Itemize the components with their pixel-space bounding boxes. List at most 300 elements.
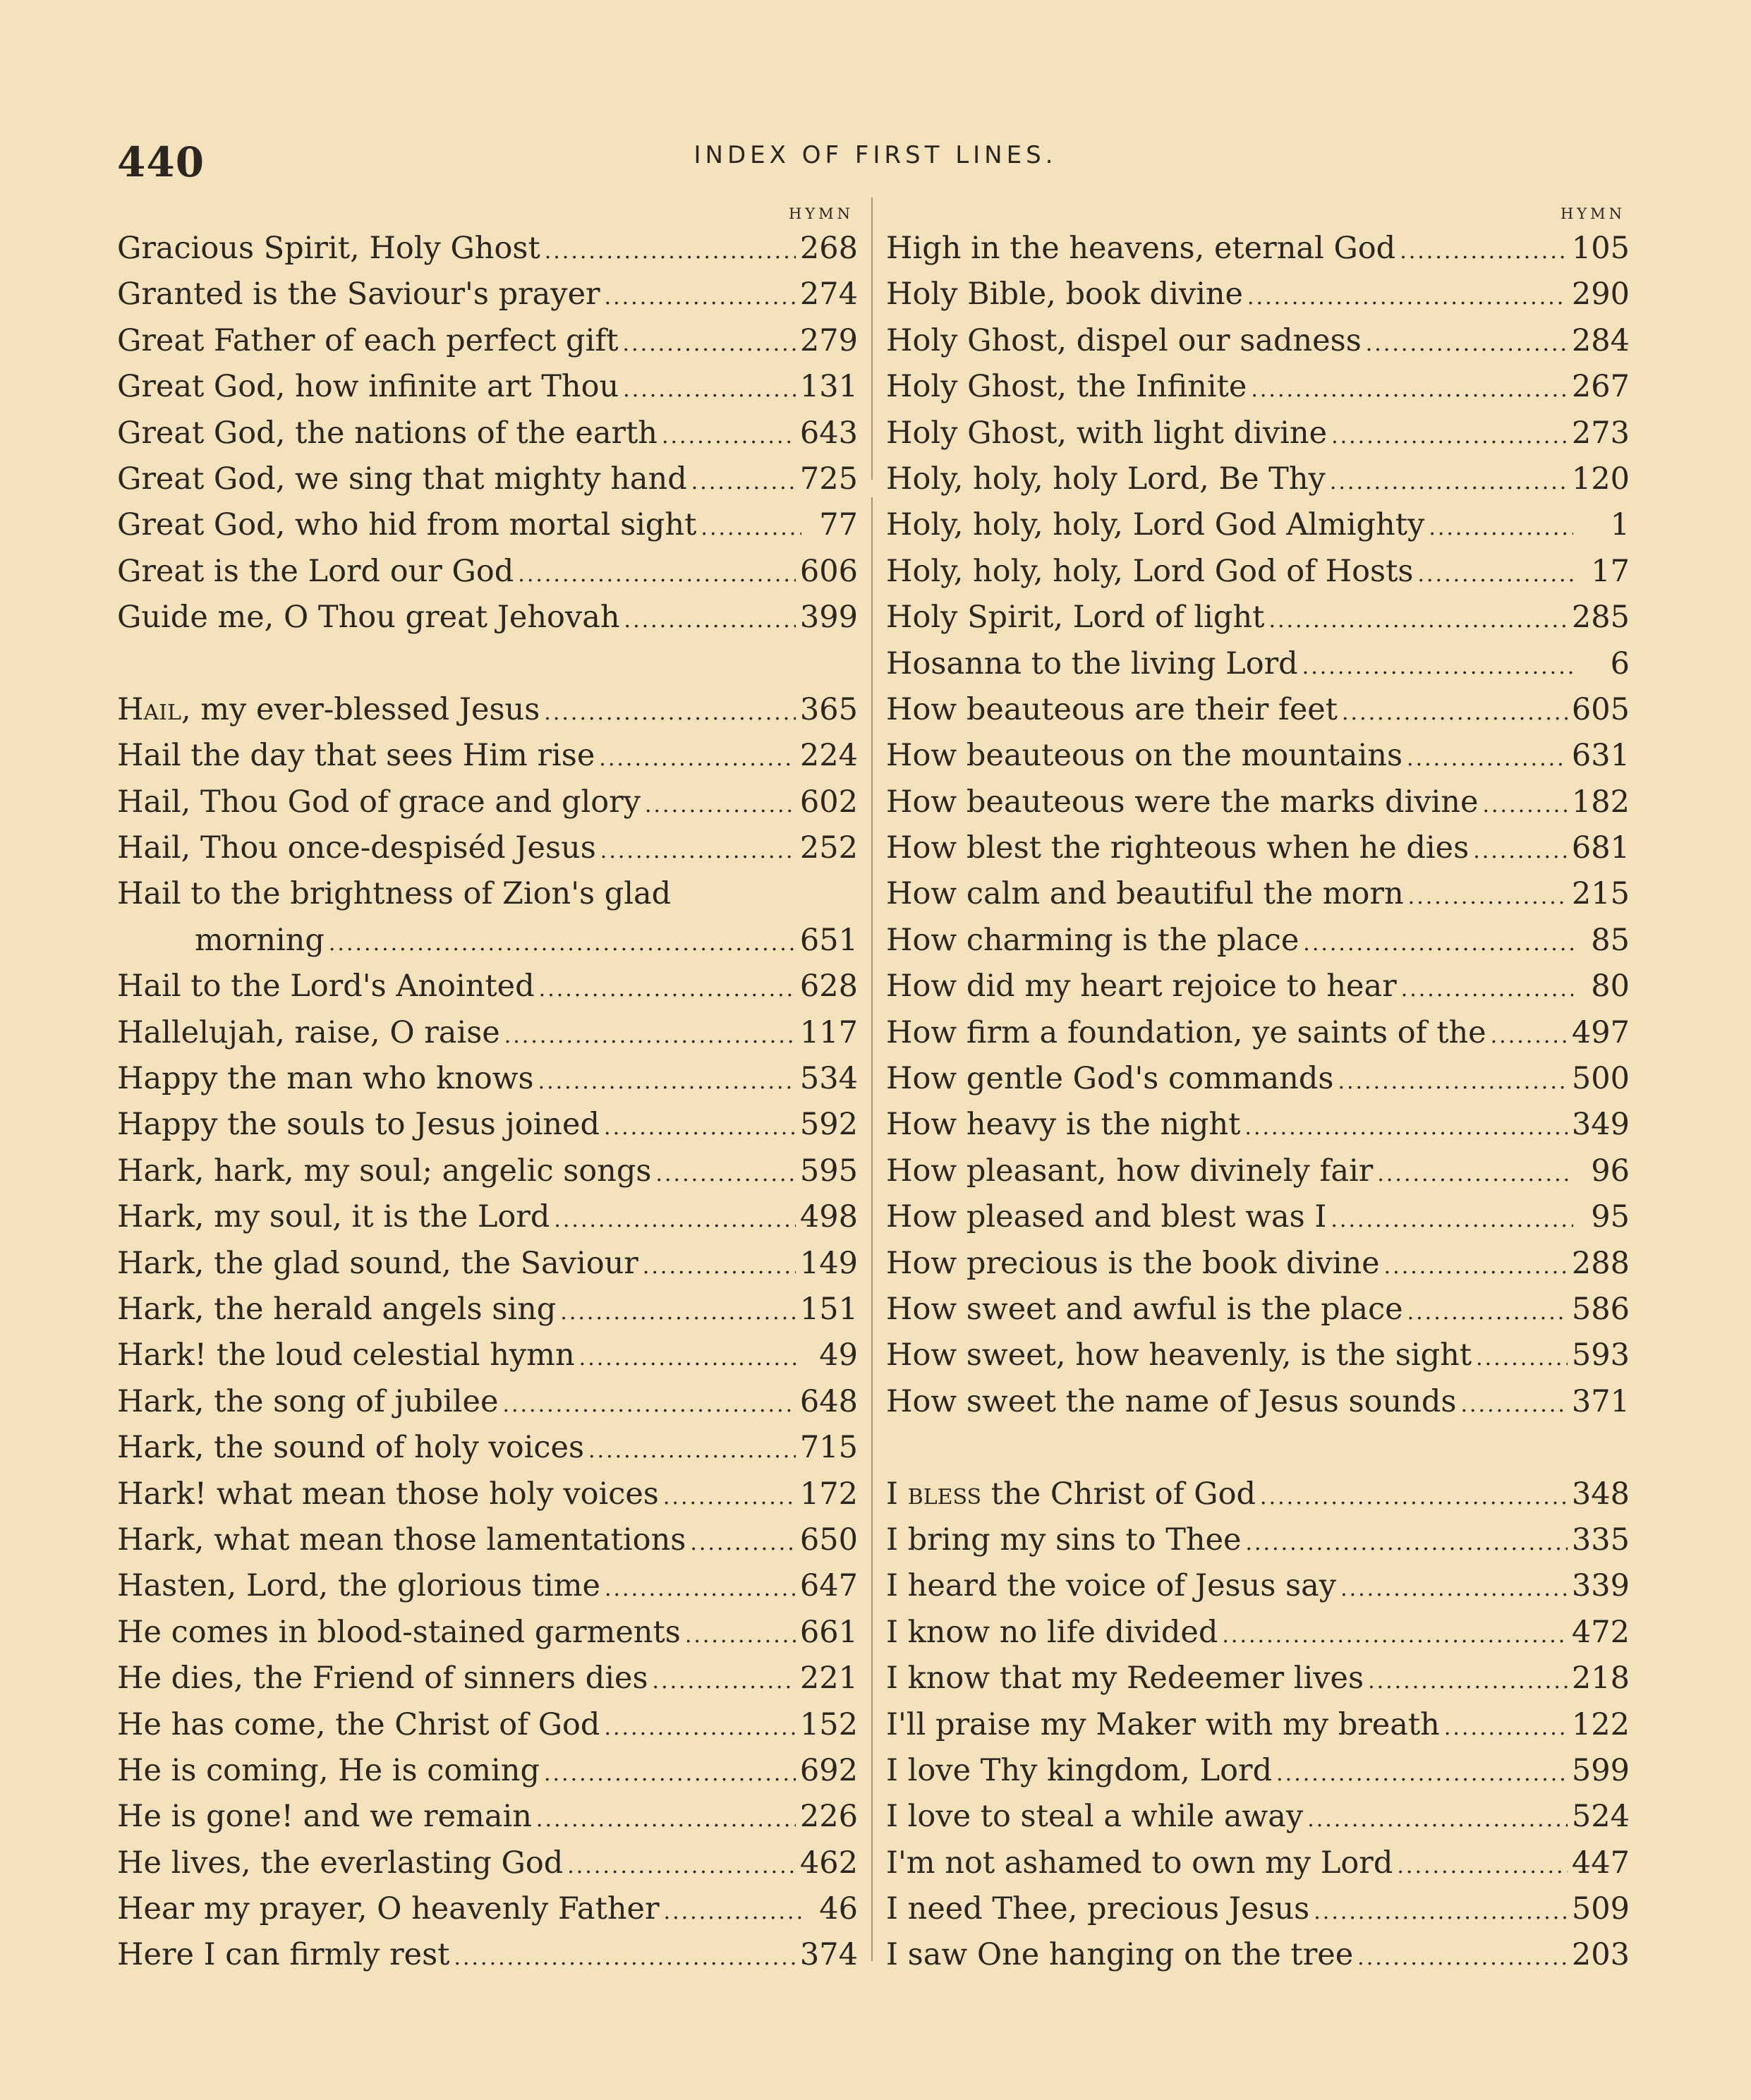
index-entry: [886, 595, 1630, 641]
hymn-number: 335: [1571, 1522, 1630, 1558]
index-entry: [886, 825, 1630, 871]
index-entry: [886, 1287, 1630, 1333]
index-entry: [886, 1932, 1630, 1978]
index-column-right: [886, 202, 1630, 1979]
hymn-number: 648: [799, 1383, 858, 1419]
hymn-number: 509: [1571, 1891, 1630, 1927]
first-line-text: He is gone! and we remain: [117, 1799, 532, 1835]
dot-leader: [690, 1520, 796, 1566]
dot-leader: [536, 1797, 796, 1843]
hymn-number: 661: [799, 1614, 858, 1650]
hymn-column-label: HYMN: [788, 205, 854, 222]
dot-leader: [663, 1474, 796, 1520]
dot-leader: [1331, 1197, 1573, 1243]
index-entry: [117, 1102, 858, 1148]
dot-leader: [1407, 736, 1568, 782]
first-line-text: How pleasant, how divinely fair: [886, 1153, 1374, 1189]
dot-leader: [653, 1658, 796, 1704]
hymn-number: 77: [819, 507, 858, 543]
first-line-text: morning: [195, 922, 325, 958]
dot-leader: [560, 1289, 796, 1335]
hymn-number: 80: [1591, 969, 1630, 1005]
first-line-text: Great God, how infinite art Thou: [117, 369, 619, 405]
dot-leader: [1338, 1059, 1567, 1105]
index-entry: [886, 641, 1630, 687]
first-line-text: How pleased and blest was I: [886, 1199, 1327, 1235]
dot-leader: [1251, 367, 1568, 413]
index-entry: [886, 1379, 1630, 1425]
hymn-number: 290: [1571, 277, 1630, 312]
dot-leader: [1342, 690, 1568, 736]
dot-leader: [545, 229, 796, 274]
dot-leader: [1377, 1151, 1573, 1197]
first-line-text: Guide me, O Thou great Jehovah: [117, 600, 620, 636]
first-line-text: Hark, what mean those lamentations: [117, 1522, 686, 1558]
index-entry: [886, 779, 1630, 825]
index-entry: [886, 226, 1630, 272]
dot-leader: [623, 367, 796, 413]
dot-leader: [502, 1382, 795, 1428]
hymn-number: 681: [1571, 830, 1630, 866]
hymn-number: 224: [799, 738, 858, 774]
hymn-number: 593: [1571, 1337, 1630, 1373]
dot-leader: [1476, 1335, 1568, 1381]
dot-leader: [605, 1566, 796, 1612]
index-entry: [117, 964, 858, 1009]
index-entry: [117, 1056, 858, 1102]
index-entry: [886, 272, 1630, 317]
first-line-text: I know no life divided: [886, 1614, 1218, 1650]
first-line-text: I bring my sins to Thee: [886, 1522, 1242, 1558]
first-line-text: Hark, my soul, it is the Lord: [117, 1199, 550, 1235]
index-column-left: [117, 202, 858, 1979]
hymn-number: 203: [1571, 1937, 1630, 1973]
first-line-text: He lives, the everlasting God: [117, 1845, 564, 1881]
dot-leader: [1408, 874, 1568, 920]
first-line-text: Hail to the Lord's Anointed: [117, 969, 535, 1005]
dot-leader: [1357, 1935, 1568, 1981]
first-line-text: How blest the righteous when he dies: [886, 830, 1470, 866]
first-line-text: How beauteous were the marks divine: [886, 784, 1479, 820]
dot-leader: [662, 413, 796, 459]
hymn-number: 268: [799, 231, 858, 266]
index-entry: [117, 1563, 858, 1609]
first-line-text: Holy, holy, holy, Lord God of Hosts: [886, 553, 1414, 589]
hymn-number: 631: [1571, 738, 1630, 774]
hymn-number: 226: [799, 1799, 858, 1835]
dot-leader: [604, 1105, 796, 1151]
first-line-text: He dies, the Friend of sinners dies: [117, 1661, 648, 1697]
index-entry: [117, 1702, 858, 1748]
index-entry: [886, 687, 1630, 733]
first-line-text: Hail the day that sees Him rise: [117, 738, 595, 774]
index-entry: [886, 1333, 1630, 1378]
dot-leader: [588, 1428, 796, 1474]
first-line-text: Hosanna to the living Lord: [886, 645, 1298, 681]
hymn-number: 498: [799, 1199, 858, 1235]
index-entry: [886, 1794, 1630, 1840]
dot-leader: [1491, 1013, 1568, 1059]
index-entry: [886, 456, 1630, 502]
first-line-text: Great is the Lord our God: [117, 553, 514, 589]
index-entry: [886, 1563, 1630, 1609]
dot-leader: [1384, 1244, 1568, 1289]
hymn-number: 218: [1571, 1661, 1630, 1697]
index-entry: [117, 733, 858, 779]
index-entry: [886, 502, 1630, 548]
first-line-text: He is coming, He is coming: [117, 1752, 540, 1788]
hymn-number: 252: [799, 830, 858, 866]
hymn-number: 692: [799, 1752, 858, 1788]
index-entry: [886, 1748, 1630, 1794]
dot-leader: [1340, 1566, 1568, 1612]
index-entry: [117, 272, 858, 317]
first-line-text: Happy the man who knows: [117, 1061, 534, 1097]
hymn-number: 221: [799, 1661, 858, 1697]
dot-leader: [1307, 1797, 1568, 1843]
index-entry-list: [117, 226, 858, 1979]
hymn-number: 6: [1610, 645, 1630, 681]
index-entry: [117, 226, 858, 272]
first-line-text: Holy, holy, holy Lord, Be Thy: [886, 461, 1326, 497]
section-gap: [117, 641, 858, 687]
hymn-number: 105: [1571, 231, 1630, 266]
dot-leader: [1482, 782, 1567, 828]
index-entry: [886, 918, 1630, 964]
hymn-number: 172: [799, 1476, 858, 1512]
dot-leader: [645, 782, 796, 828]
first-line-text: High in the heavens, eternal God: [886, 231, 1396, 266]
hymn-number: 628: [799, 969, 858, 1005]
hymn-number: 1: [1610, 507, 1630, 543]
first-line-text: How did my heart rejoice to hear: [886, 969, 1397, 1005]
hymn-number: 182: [1571, 784, 1630, 820]
index-entry: [117, 1471, 858, 1517]
first-line-text: He comes in blood-stained garments: [117, 1614, 681, 1650]
index-entry: [117, 1610, 858, 1656]
first-line-text: I heard the voice of Jesus say: [886, 1568, 1337, 1604]
index-entry: [886, 1102, 1630, 1148]
hymn-number: 215: [1571, 876, 1630, 912]
index-entry: [886, 1241, 1630, 1287]
hymn-number: 586: [1571, 1291, 1630, 1327]
index-entry: [117, 1241, 858, 1287]
dot-leader: [1400, 229, 1568, 274]
dot-leader: [1368, 1658, 1568, 1704]
first-line-text: I bless the Christ of God: [886, 1476, 1256, 1512]
index-entry-continuation: [117, 918, 858, 964]
dot-leader: [701, 505, 801, 551]
index-entry: [117, 1656, 858, 1701]
first-line-text: Holy Spirit, Lord of light: [886, 600, 1265, 636]
hymn-number: 524: [1571, 1799, 1630, 1835]
index-entry: [886, 1840, 1630, 1886]
dot-leader: [1407, 1289, 1568, 1335]
column-rule: [871, 198, 873, 1961]
hymn-number: 472: [1571, 1614, 1630, 1650]
dot-leader: [544, 1751, 796, 1797]
hymn-number: 46: [819, 1891, 858, 1927]
index-entry: [117, 549, 858, 595]
first-line-text: Great God, the nations of the earth: [117, 415, 658, 451]
hymn-number: 122: [1571, 1706, 1630, 1742]
first-line-text: How calm and beautiful the morn: [886, 876, 1404, 912]
dot-leader: [1303, 921, 1573, 966]
hymn-number: 606: [799, 553, 858, 589]
hymn-number: 49: [819, 1337, 858, 1373]
index-entry: [117, 456, 858, 502]
index-entry: [886, 411, 1630, 456]
hymn-number: 602: [799, 784, 858, 820]
dot-leader: [1268, 597, 1567, 643]
hymn-number: 17: [1591, 553, 1630, 589]
first-line-text: I love Thy kingdom, Lord: [886, 1752, 1273, 1788]
index-entry-list: [886, 226, 1630, 1979]
dot-leader: [1401, 966, 1573, 1012]
hymn-number: 149: [799, 1245, 858, 1281]
index-entry: [886, 1194, 1630, 1240]
index-entry: [117, 1840, 858, 1886]
index-entry: [886, 1010, 1630, 1056]
dot-leader: [1247, 274, 1568, 320]
hymn-number: 599: [1571, 1752, 1630, 1788]
index-entry: [117, 1194, 858, 1240]
dot-leader: [599, 736, 796, 782]
hymn-number: 285: [1571, 600, 1630, 636]
first-line-text: Happy the souls to Jesus joined: [117, 1107, 600, 1143]
first-line-text: Holy, holy, holy, Lord God Almighty: [886, 507, 1425, 543]
first-line-text: Hail, Thou once-despiséd Jesus: [117, 830, 596, 866]
index-entry: [886, 1610, 1630, 1656]
hymn-number: 651: [799, 922, 858, 958]
index-entry: [886, 964, 1630, 1009]
first-line-text: Hail, Thou God of grace and glory: [117, 784, 641, 820]
hymn-number: 348: [1571, 1476, 1630, 1512]
running-head: INDEX OF FIRST LINES.: [693, 141, 1058, 169]
hymn-number: 274: [799, 277, 858, 312]
index-entry: [117, 1010, 858, 1056]
first-line-text: How firm a foundation, ye saints of the: [886, 1014, 1486, 1050]
index-entry: [886, 1656, 1630, 1701]
hymn-number: 95: [1591, 1199, 1630, 1235]
first-line-text: Great God, who hid from mortal sight: [117, 507, 697, 543]
first-line-text: How sweet the name of Jesus sounds: [886, 1383, 1457, 1419]
hymn-number: 374: [799, 1937, 858, 1973]
index-entry: [117, 318, 858, 364]
dot-leader: [1244, 1105, 1568, 1151]
index-entry: [886, 1702, 1630, 1748]
dot-leader: [1444, 1705, 1568, 1751]
hymn-number: 592: [799, 1107, 858, 1143]
hymn-number: 715: [799, 1430, 858, 1466]
first-line-text: Holy Bible, book divine: [886, 277, 1244, 312]
hymn-number: 534: [799, 1061, 858, 1097]
hymn-number: 371: [1571, 1383, 1630, 1419]
first-line-text: Hark, hark, my soul; angelic songs: [117, 1153, 652, 1189]
index-entry: [886, 1056, 1630, 1102]
index-entry: [117, 1932, 858, 1978]
first-line-text: Great God, we sing that mighty hand: [117, 461, 687, 497]
hymn-number: 500: [1571, 1061, 1630, 1097]
index-entry: [117, 1748, 858, 1794]
dot-leader: [454, 1935, 795, 1981]
section-gap: [886, 1425, 1630, 1471]
dot-leader: [600, 828, 796, 874]
hymn-number: 131: [799, 369, 858, 405]
hymn-number: 647: [799, 1568, 858, 1604]
index-entry: [117, 1287, 858, 1333]
first-line-text: How sweet, how heavenly, is the sight: [886, 1337, 1472, 1373]
dot-leader: [1473, 828, 1568, 874]
dot-leader: [329, 921, 796, 966]
index-entry: [886, 871, 1630, 917]
dot-leader: [691, 459, 796, 505]
first-line-text: Hasten, Lord, the glorious time: [117, 1568, 600, 1604]
first-line-text: Granted is the Saviour's prayer: [117, 277, 600, 312]
hymn-number: 349: [1571, 1107, 1630, 1143]
dot-leader: [538, 1059, 796, 1105]
index-entry: [886, 1517, 1630, 1563]
first-line-text: I love to steal a while away: [886, 1799, 1304, 1835]
first-line-text: Holy Ghost, the Infinite: [886, 369, 1247, 405]
index-entry: [886, 1471, 1630, 1517]
first-line-text: Hallelujah, raise, O raise: [117, 1014, 500, 1050]
index-entry: [886, 1148, 1630, 1194]
first-line-text: He has come, the Christ of God: [117, 1706, 600, 1742]
hymn-number: 365: [799, 691, 858, 727]
first-line-text: How sweet and awful is the place: [886, 1291, 1403, 1327]
hymn-number: 96: [1591, 1153, 1630, 1189]
dot-leader: [1314, 1889, 1568, 1935]
first-line-text: How beauteous are their feet: [886, 691, 1338, 727]
hymn-number: 339: [1571, 1568, 1630, 1604]
first-line-text: Holy Ghost, with light divine: [886, 415, 1328, 451]
index-entry: [117, 411, 858, 456]
dot-leader: [518, 552, 796, 597]
first-line-text: How beauteous on the mountains: [886, 738, 1403, 774]
dot-leader: [685, 1613, 796, 1658]
hymn-number: 117: [799, 1014, 858, 1050]
hymn-number: 605: [1571, 691, 1630, 727]
hymn-number: 447: [1571, 1845, 1630, 1881]
first-line-text: How charming is the place: [886, 922, 1299, 958]
first-line-text: Hark, the herald angels sing: [117, 1291, 557, 1327]
hymn-number: 399: [799, 600, 858, 636]
dot-leader: [624, 597, 796, 643]
hymn-number: 273: [1571, 415, 1630, 451]
first-line-text: Hear my prayer, O heavenly Father: [117, 1891, 660, 1927]
dot-leader: [605, 274, 796, 320]
first-line-text: Hark! what mean those holy voices: [117, 1476, 659, 1512]
hymn-number: 267: [1571, 369, 1630, 405]
first-line-text: I know that my Redeemer lives: [886, 1661, 1364, 1697]
first-line-text: Here I can firmly rest: [117, 1937, 450, 1973]
index-entry: [117, 1379, 858, 1425]
index-entry: [886, 364, 1630, 410]
first-line-text: I need Thee, precious Jesus: [886, 1891, 1310, 1927]
first-line-text: Hail, my ever-blessed Jesus: [117, 691, 540, 727]
first-line-text: Hark! the loud celestial hymn: [117, 1337, 575, 1373]
dot-leader: [1222, 1613, 1568, 1658]
dot-leader: [1276, 1751, 1568, 1797]
index-entry: [117, 779, 858, 825]
dot-leader: [1302, 644, 1573, 690]
first-line-text: Gracious Spirit, Holy Ghost: [117, 231, 540, 266]
hymn-number: 120: [1571, 461, 1630, 497]
index-entry: [117, 1517, 858, 1563]
page-number: 440: [117, 138, 205, 186]
index-entry: [117, 825, 858, 871]
hymn-number: 462: [799, 1845, 858, 1881]
dot-leader: [1397, 1843, 1568, 1889]
hymn-number: 152: [799, 1706, 858, 1742]
index-entry: [117, 687, 858, 733]
dot-leader: [643, 1244, 796, 1289]
index-entry: [886, 318, 1630, 364]
dot-leader: [1331, 413, 1568, 459]
dot-leader: [504, 1013, 796, 1059]
index-entry: [117, 1794, 858, 1840]
first-line-text: I saw One hanging on the tree: [886, 1937, 1354, 1973]
first-line-text: How precious is the book divine: [886, 1245, 1380, 1281]
index-entry: [886, 549, 1630, 595]
dot-leader: [539, 966, 796, 1012]
dot-leader: [579, 1335, 801, 1381]
first-line-text: I'm not ashamed to own my Lord: [886, 1845, 1393, 1881]
dot-leader: [604, 1705, 795, 1751]
dot-leader: [1460, 1382, 1567, 1428]
hymn-number: 151: [799, 1291, 858, 1327]
index-entry: [117, 1886, 858, 1932]
index-entry: [886, 733, 1630, 779]
dot-leader: [554, 1197, 796, 1243]
index-entry: [117, 364, 858, 410]
hymn-number: 643: [799, 415, 858, 451]
hymn-number: 725: [799, 461, 858, 497]
first-line-text: I'll praise my Maker with my breath: [886, 1706, 1440, 1742]
dot-leader: [623, 321, 796, 367]
first-line-text: How gentle God's commands: [886, 1061, 1334, 1097]
index-entry: [117, 1148, 858, 1194]
dot-leader: [1366, 321, 1568, 367]
first-line-text: Great Father of each perfect gift: [117, 322, 619, 358]
first-line-text: Hark, the glad sound, the Saviour: [117, 1245, 638, 1281]
first-line-text: Hark, the song of jubilee: [117, 1383, 499, 1419]
hymn-number: 497: [1571, 1014, 1630, 1050]
index-entry: [117, 871, 858, 917]
index-entry: [117, 1333, 858, 1378]
hymn-number: 288: [1571, 1245, 1630, 1281]
hymn-number: 595: [799, 1153, 858, 1189]
hymn-column-label: HYMN: [1560, 205, 1625, 222]
first-line-text: Hail to the brightness of Zion's glad: [117, 876, 672, 912]
dot-leader: [1417, 552, 1573, 597]
dot-leader: [544, 690, 796, 736]
hymn-number: 279: [799, 322, 858, 358]
index-entry: [117, 595, 858, 641]
dot-leader: [655, 1151, 795, 1197]
dot-leader: [1330, 459, 1568, 505]
dot-leader: [1429, 505, 1573, 551]
index-entry: [117, 1425, 858, 1471]
hymn-number: 650: [799, 1522, 858, 1558]
hymn-number: 85: [1591, 922, 1630, 958]
index-entry: [886, 1886, 1630, 1932]
first-line-text: Hark, the sound of holy voices: [117, 1430, 585, 1466]
dot-leader: [1260, 1474, 1568, 1520]
first-line-text: Holy Ghost, dispel our sadness: [886, 322, 1362, 358]
index-entry: [117, 502, 858, 548]
